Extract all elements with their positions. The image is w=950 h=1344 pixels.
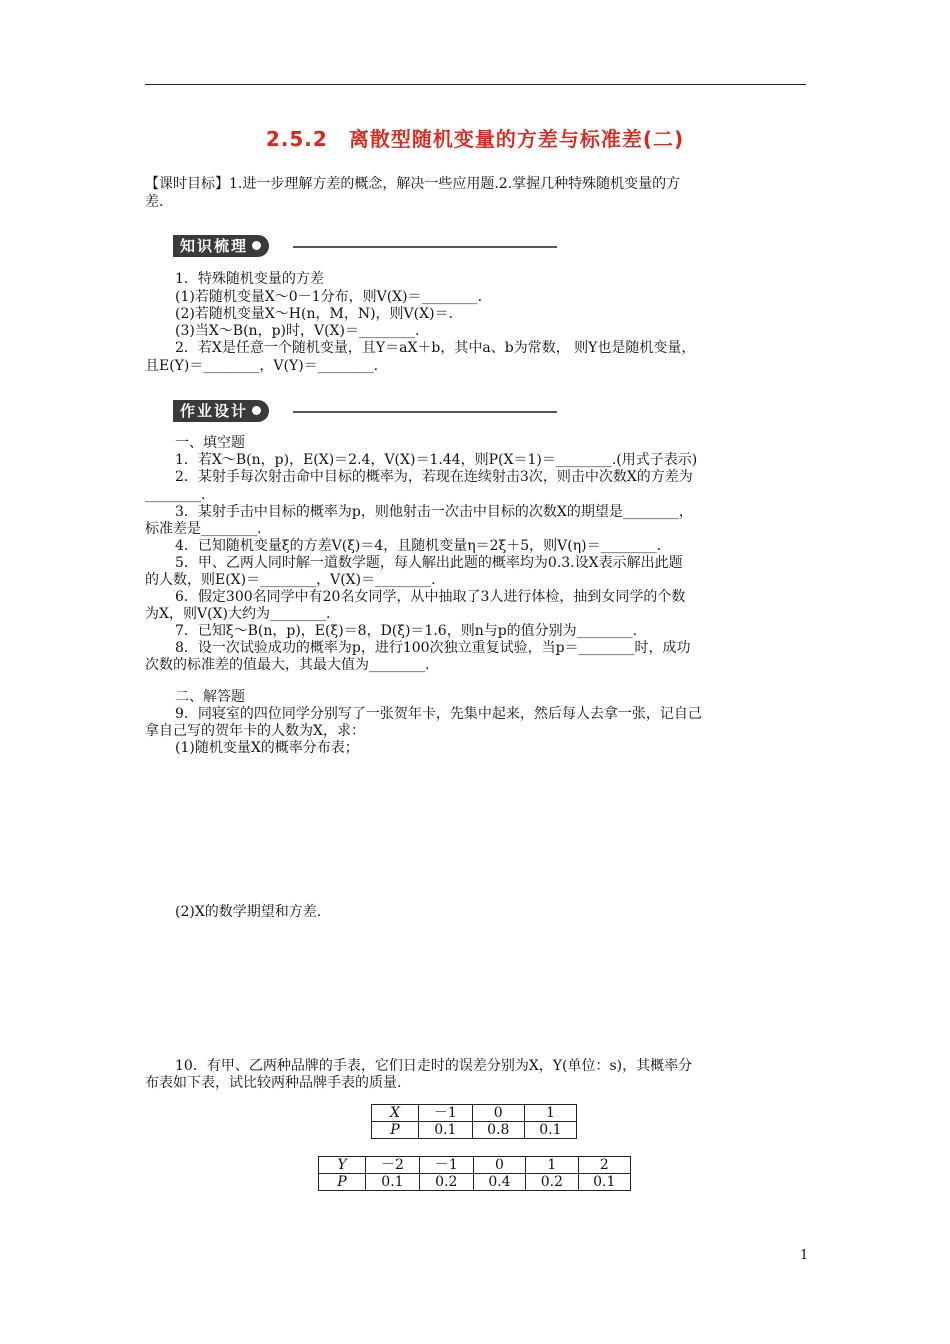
table-cell: 0.2 — [526, 1174, 578, 1191]
knowledge-line: (1)若随机变量X～0－1分布，则V(X)＝________. — [175, 289, 483, 305]
table-cell: 0.1 — [578, 1174, 630, 1191]
table-cell: －2 — [366, 1157, 420, 1174]
section-header-homework — [173, 400, 557, 424]
table-row — [319, 1157, 631, 1174]
part-title-fill-in: 一、填空题 — [175, 435, 245, 451]
table-cell: 0 — [473, 1157, 525, 1174]
table-cell: 1 — [524, 1105, 576, 1122]
table-cell: 0.4 — [473, 1174, 525, 1191]
table-cell: 0.8 — [472, 1122, 524, 1139]
section-rule — [293, 411, 557, 413]
question-line: ________. — [145, 487, 206, 503]
table-cell: －1 — [419, 1157, 473, 1174]
objective-line-1: 【课时目标】1.进一步理解方差的概念，解决一些应用题.2.掌握几种特殊随机变量的方 — [145, 176, 681, 192]
question-9-part-1: (1)随机变量X的概率分布表； — [175, 740, 359, 756]
section-label-box — [173, 235, 269, 257]
table-cell: 0 — [472, 1105, 524, 1122]
question-line: 2．某射手每次射击命中目标的概率为，若现在连续射击3次，则击中次数X的方差为 — [175, 469, 693, 485]
page-number: 1 — [800, 1248, 809, 1263]
question-line: 5．甲、乙两人同时解一道数学题，每人解出此题的概率均为0.3.设X表示解出此题 — [175, 555, 683, 571]
knowledge-line: (2)若随机变量X～H(n，M，N)，则V(X)＝. — [175, 306, 453, 322]
question-10-line-2: 布表如下表，试比较两种品牌手表的质量. — [145, 1075, 402, 1091]
page-title: 2.5.2 离散型随机变量的方差与标准差(二) — [265, 127, 685, 151]
table-cell: P — [372, 1122, 419, 1139]
question-line: 的人数，则E(X)＝________，V(X)＝________. — [145, 572, 436, 588]
table-row — [372, 1122, 577, 1139]
question-line: 标准差是________. — [145, 521, 262, 537]
bullet-dot-icon — [252, 241, 261, 250]
table-cell: 0.1 — [366, 1174, 420, 1191]
question-line: 4．已知随机变量ξ的方差V(ξ)＝4，且随机变量η＝2ξ＋5，则V(η)＝________. — [175, 538, 662, 554]
objective-line-2: 差. — [145, 194, 164, 210]
knowledge-line: 2．若X是任意一个随机变量，且Y＝aX＋b，其中a、b为常数， 则Y也是随机变量， — [175, 340, 696, 356]
question-line: 8．设一次试验成功的概率为p，进行100次独立重复试验，当p＝________时，成功 — [175, 640, 691, 656]
table-cell: 1 — [526, 1157, 578, 1174]
table-cell: －1 — [419, 1105, 473, 1122]
question-line: 为X，则V(X)大约为________. — [145, 606, 331, 622]
bullet-dot-icon — [252, 406, 261, 415]
section-rule — [293, 246, 557, 248]
question-9-part-2: (2)X的数学期望和方差. — [175, 904, 322, 920]
knowledge-line: 1．特殊随机变量的方差 — [175, 271, 324, 287]
table-cell: Y — [319, 1157, 366, 1174]
part-title-solve: 二、解答题 — [175, 689, 245, 705]
table-cell: 0.2 — [419, 1174, 473, 1191]
question-line: 1．若X～B(n，p)，E(X)＝2.4，V(X)＝1.44，则P(X＝1)＝________.(用式子表示) — [175, 452, 698, 468]
question-line: 次数的标准差的值最大，其最大值为________. — [145, 657, 430, 673]
question-9-line-1: 9．同寝室的四位同学分别写了一张贺年卡，先集中起来，然后每人去拿一张，记自己 — [175, 706, 702, 722]
table-cell: 0.1 — [524, 1122, 576, 1139]
table-row — [319, 1174, 631, 1191]
question-line: 7．已知ξ～B(n，p)，E(ξ)＝8，D(ξ)＝1.6，则n与p的值分别为________. — [175, 623, 638, 639]
section-header-knowledge — [173, 235, 557, 259]
section-label: 作业设计 — [180, 402, 249, 420]
table-cell: P — [319, 1174, 366, 1191]
table-cell: 0.1 — [419, 1122, 473, 1139]
knowledge-line: (3)当X～B(n，p)时，V(X)＝________. — [175, 323, 420, 339]
question-line: 3．某射手击中目标的概率为p，则他射击一次击中目标的次数X的期望是________， — [175, 504, 693, 520]
distribution-table-x — [371, 1104, 577, 1139]
section-label-box — [173, 400, 269, 422]
table-cell: 2 — [578, 1157, 630, 1174]
section-label: 知识梳理 — [180, 237, 249, 255]
distribution-table-y — [318, 1156, 631, 1191]
question-10-line-1: 10．有甲、乙两种品牌的手表，它们日走时的误差分别为X，Y(单位：s)，其概率分 — [175, 1058, 693, 1074]
knowledge-line: 且E(Y)＝________，V(Y)＝________. — [145, 358, 379, 374]
table-row — [372, 1105, 577, 1122]
header-rule — [145, 84, 806, 85]
question-9-line-2: 拿自己写的贺年卡的人数为X，求： — [145, 723, 365, 739]
table-cell: X — [372, 1105, 419, 1122]
question-line: 6．假定300名同学中有20名女同学，从中抽取了3人进行体检，抽到女同学的个数 — [175, 589, 686, 605]
